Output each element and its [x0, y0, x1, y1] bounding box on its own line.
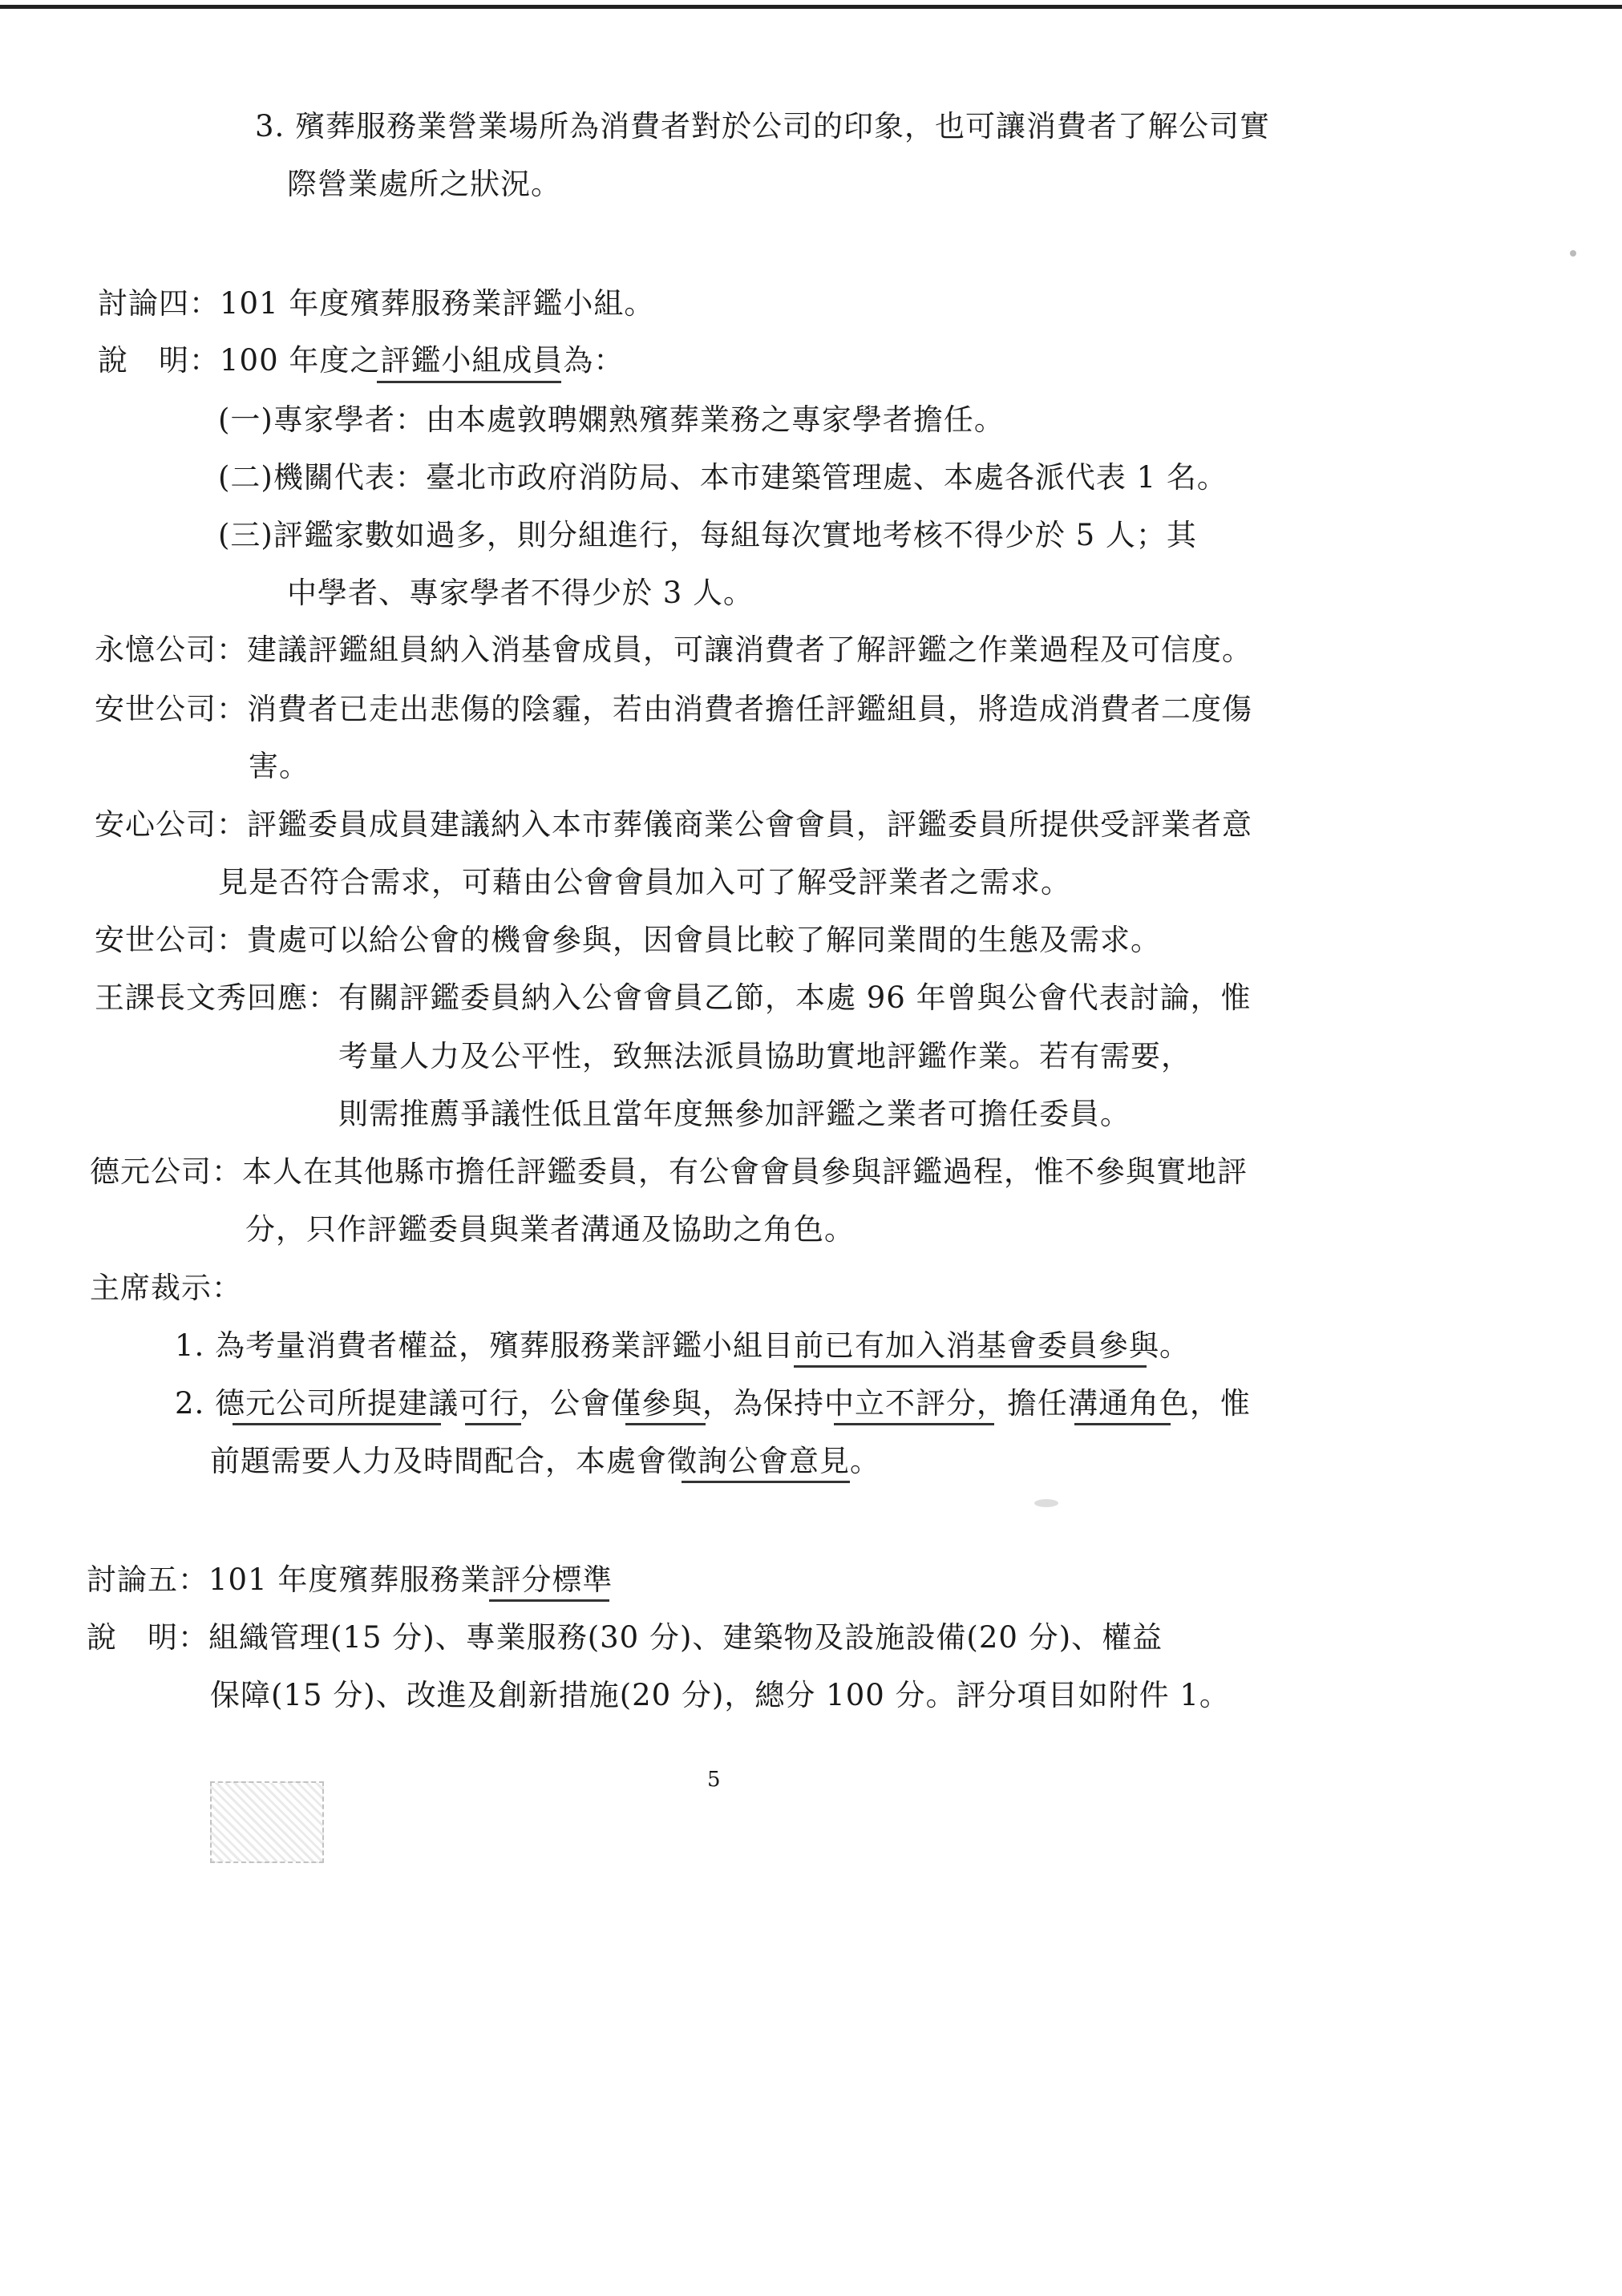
- section-heading: 主席裁示：: [90, 1271, 242, 1305]
- scan-top-border: [0, 5, 1622, 9]
- text-line: 德元公司：本人在其他縣市擔任評鑑委員，有公會會員參與評鑑過程，惟不參與實地評: [90, 1154, 1248, 1189]
- text-line: 分，只作評鑑委員與業者溝通及協助之角色。: [245, 1212, 855, 1247]
- text-line: 3. 殯葬服務業營業場所為消費者對於公司的印象，也可讓消費者了解公司實: [255, 109, 1271, 144]
- page-number: 5: [707, 1768, 721, 1792]
- handwritten-underline: [794, 1365, 1147, 1368]
- text-line: 說 明：組織管理(15 分)、專業服務(30 分)、建築物及設施設備(20 分)、權益: [87, 1620, 1163, 1655]
- text-line: 安世公司：消費者已走出悲傷的陰霾，若由消費者擔任評鑑組員，將造成消費者二度傷: [95, 692, 1252, 726]
- handwritten-underline: [465, 1423, 521, 1425]
- text-line: 則需推薦爭議性低且當年度無參加評鑑之業者可擔任委員。: [338, 1097, 1131, 1131]
- handwritten-underline: [233, 1423, 441, 1425]
- text-line: 保障(15 分)、改進及創新措施(20 分)，總分 100 分。評分項目如附件 1。: [210, 1678, 1230, 1712]
- text-line: 安世公司：貴處可以給公會的機會參與，因會員比較了解同業間的生態及需求。: [95, 923, 1161, 957]
- text-line: 考量人力及公平性，致無法派員協助實地評鑑作業。若有需要，: [338, 1039, 1191, 1073]
- handwritten-underline: [489, 1599, 609, 1602]
- text-line: (三)評鑑家數如過多，則分組進行，每組每次實地考核不得少於 5 人；其: [218, 518, 1197, 552]
- text-line: (一)專家學者：由本處敦聘嫻熟殯葬業務之專家學者擔任。: [218, 402, 1005, 437]
- section-heading: 討論五：101 年度殯葬服務業評分標準: [87, 1562, 613, 1597]
- text-line: 中學者、專家學者不得少於 3 人。: [287, 576, 754, 610]
- section-heading: 討論四：101 年度殯葬服務業評鑑小組。: [98, 286, 655, 321]
- text-line: 前題需要人力及時間配合，本處會徵詢公會意見。: [210, 1444, 880, 1478]
- text-line: 見是否符合需求，可藉由公會會員加入可了解受評業者之需求。: [218, 865, 1071, 899]
- text-line: 2. 德元公司所提建議可行，公會僅參與，為保持中立不評分，擔任溝通角色，惟: [175, 1386, 1252, 1421]
- handwritten-underline: [625, 1423, 706, 1425]
- scan-speck: [1034, 1499, 1058, 1507]
- text-line: (二)機關代表：臺北市政府消防局、本市建築管理處、本處各派代表 1 名。: [218, 460, 1228, 495]
- handwritten-underline: [834, 1423, 994, 1425]
- text-line: 安心公司：評鑑委員成員建議納入本市葬儀商業公會會員，評鑑委員所提供受評業者意: [95, 807, 1252, 842]
- text-line: 王課長文秀回應：有關評鑑委員納入公會會員乙節，本處 96 年曾與公會代表討論，惟: [95, 980, 1252, 1015]
- handwritten-underline: [682, 1481, 850, 1483]
- text-line: 際營業處所之狀況。: [287, 167, 561, 201]
- text-line: 1. 為考量消費者權益，殯葬服務業評鑑小組目前已有加入消基會委員參與。: [175, 1328, 1191, 1363]
- text-line: 說 明：100 年度之評鑑小組成員為：: [98, 343, 625, 378]
- handwritten-underline: [377, 381, 561, 383]
- faded-stamp-mark: [210, 1781, 324, 1863]
- scan-speck: [1570, 250, 1576, 257]
- text-line: 害。: [249, 749, 309, 783]
- text-line: 永憶公司：建議評鑑組員納入消基會成員，可讓消費者了解評鑑之作業過程及可信度。: [95, 633, 1252, 667]
- handwritten-underline: [1074, 1423, 1171, 1425]
